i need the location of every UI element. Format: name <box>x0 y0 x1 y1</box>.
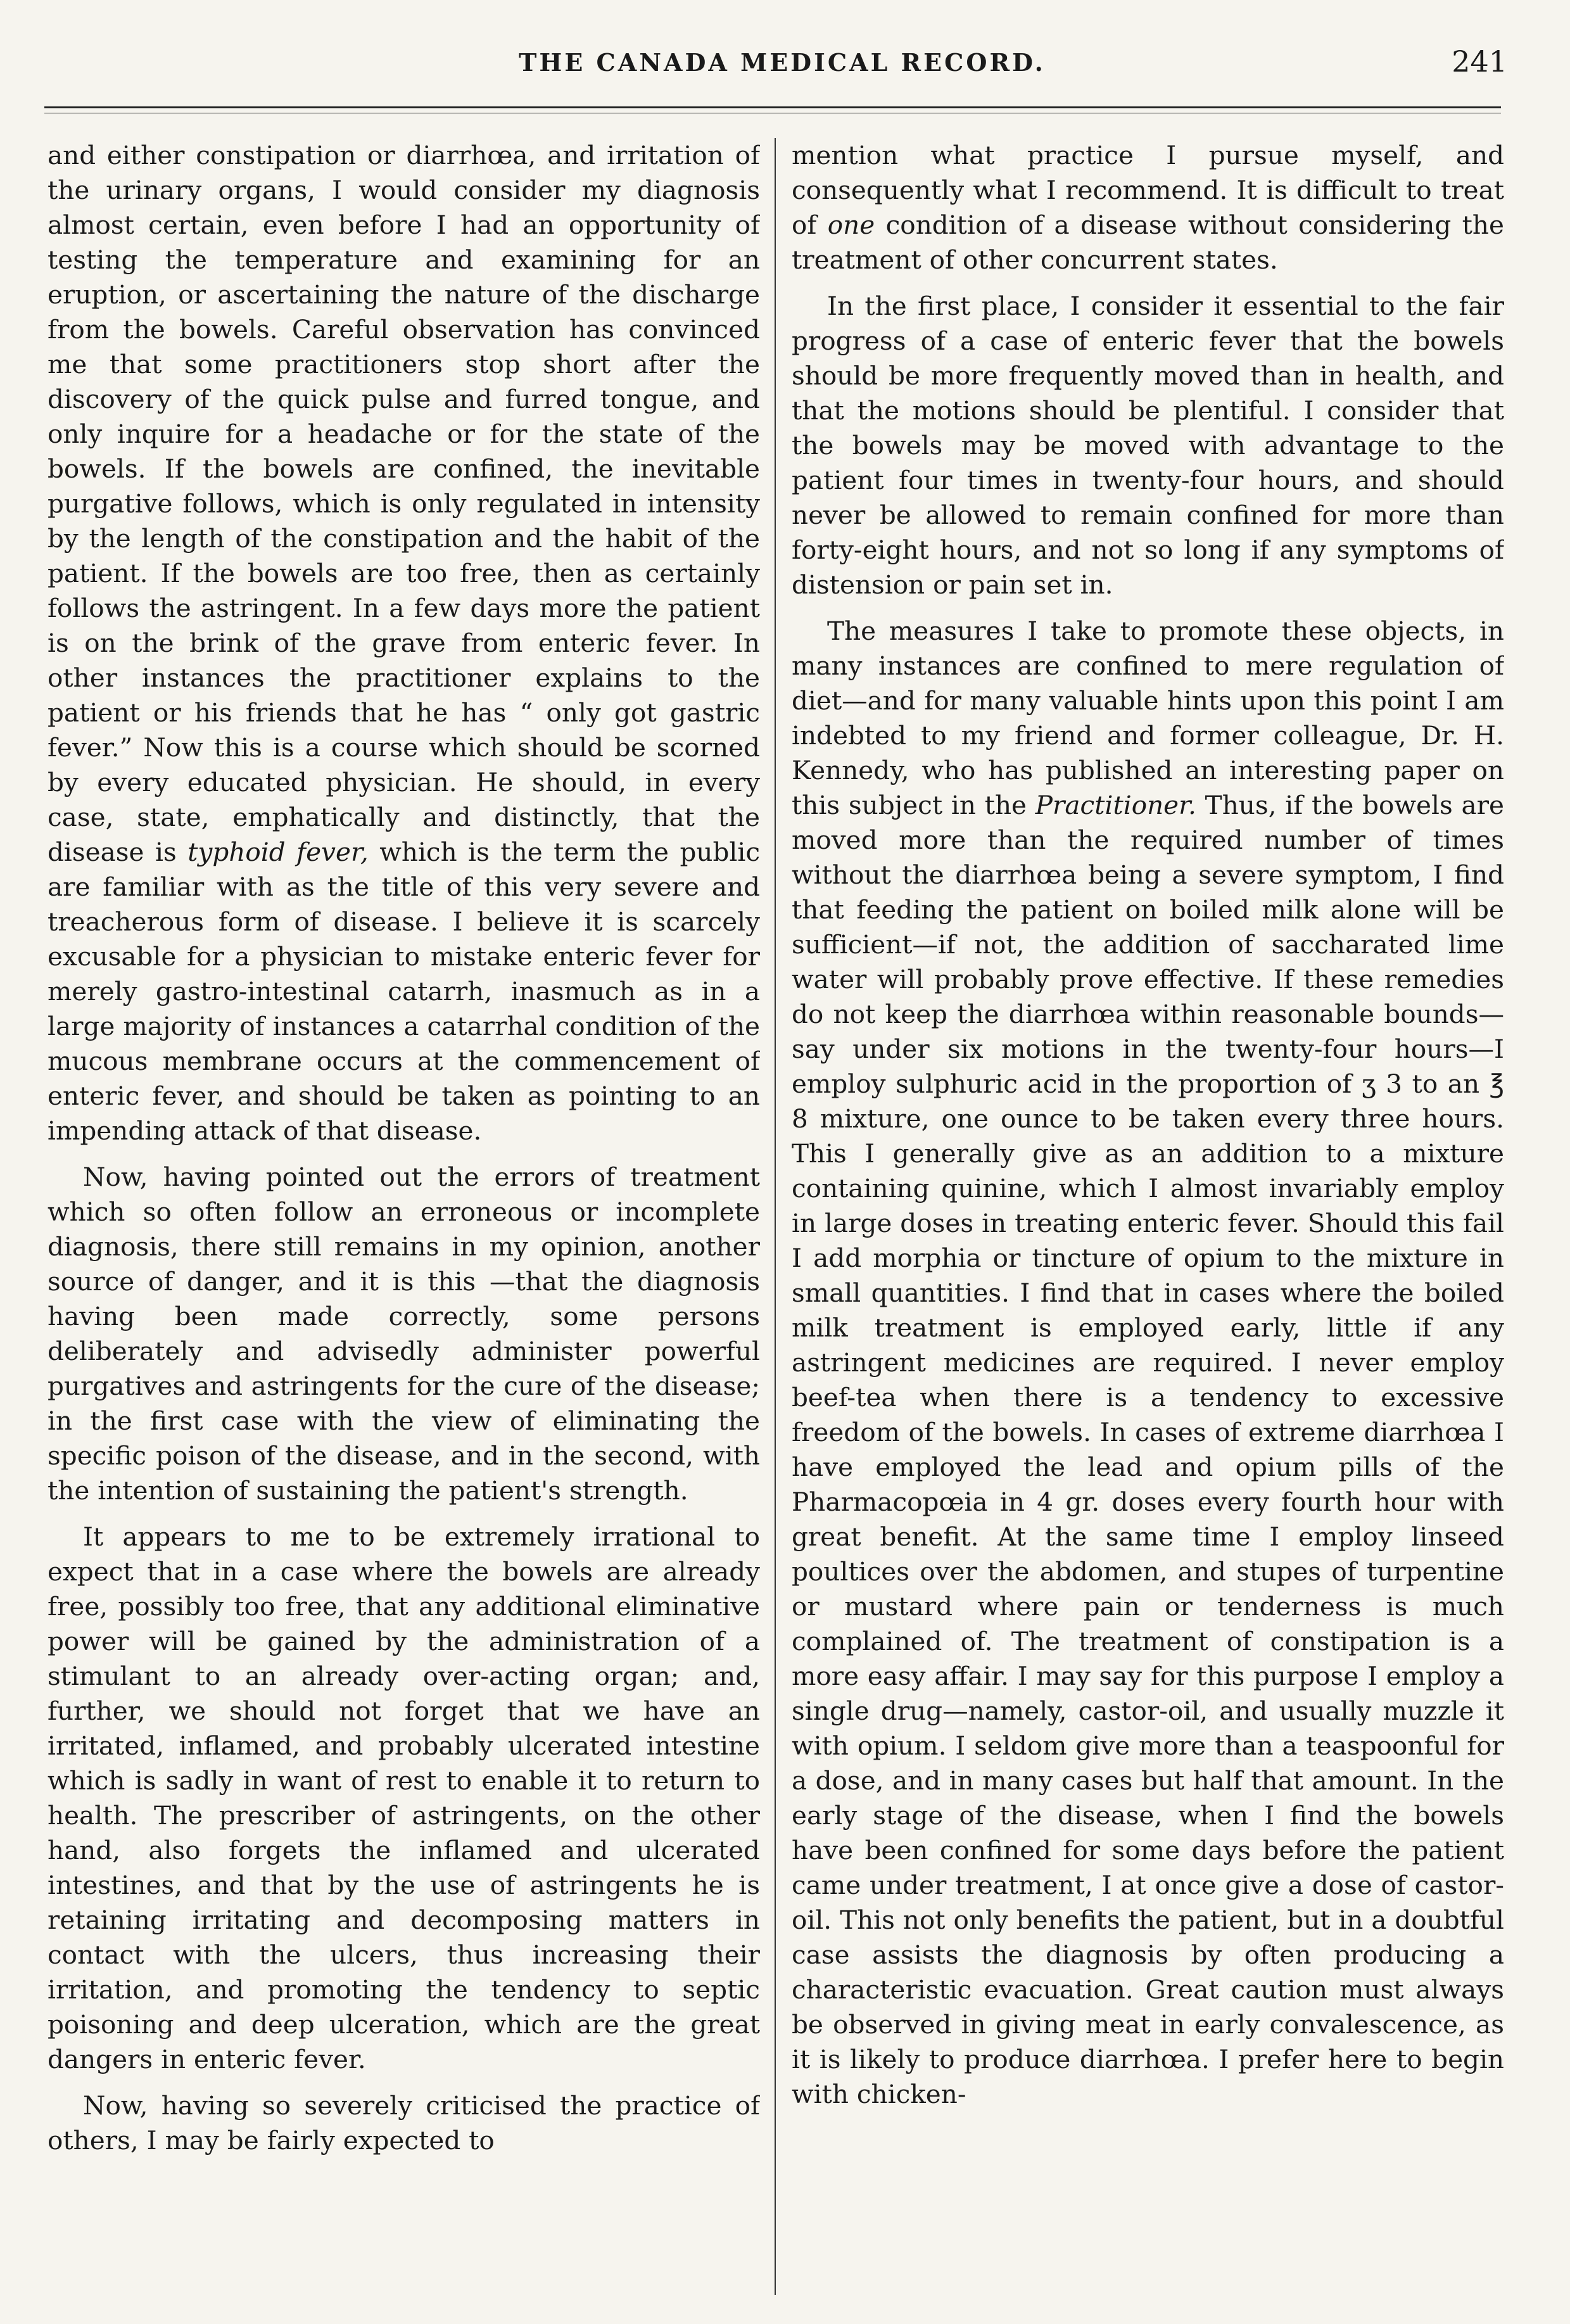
right-paragraph-2: In the first place, I consider it essential to the fair progress of a case of enteric fever that the bowels should be more frequently moved than in health, and that the motions should be plentiful. I consider that the bowels may be moved with advantage to the patient four times in twenty-four hours, and should never be allowed to remain confined for more than forty-eight hours, and not so long if any symptoms of distension or pain set in. <box>792 291 1504 600</box>
emphasis-one: one <box>827 210 875 240</box>
left-paragraph-3: It appears to me to be extremely irrational to expect that in a case where the bowels are already free, possibly too free, that any additional eliminative power will be gained by the administration of a stimulant to an already over-acting organ; and, further, we should not forget that we have an irritated, inflamed, and probably ulcerated intestine which is sadly in want of rest to enable it to return to health. The prescriber of astringents, on the other hand, also forgets the inflamed and ulcerated intestines, and that by the use of astringents he is retaining irritating and decomposing matters in contact with the ulcers, thus increasing their irritation, and promoting the tendency to septic poisoning and deep ulceration, which are the great dangers in enteric fever. <box>47 1521 760 2074</box>
right-paragraph-3: The measures I take to promote these objects, in many instances are confined to mere regulation of diet—and for many valuable hints upon this point I am indebted to my friend and former colleague, Dr. H. Kennedy, who has published an interesting paper on this subject in the Practitioner. Thus, if the bowels are moved more than the required number of times without the diarrhœa being a severe symptom, I find that feeding the patient on boiled milk alone will be sufficient—if not, the addition of saccharated lime water will probably prove effective. If these remedies do not keep the diarrhœa within reasonable bounds—say under six motions in the twenty-four hours—I employ sulphuric acid in the proportion of ʒ 3 to an ℥ 8 mixture, one ounce to be taken every three hours. This I generally give as an addition to a mixture containing quinine, which I almost invariably employ in large doses in treating enteric fever. Should this fail I add morphia or tincture of opium to the mixture in small quantities. I find that in cases where the boiled milk treatment is employed early, little if any astringent medicines are required. I never employ beef-tea when there is a tendency to excessive freedom of the bowels. In cases of extreme diarrhœa I have employed the lead and opium pills of the Pharmacopœia in 4 gr. doses every fourth hour with great benefit. At the same time I employ linseed poultices over the abdomen, and stupes of turpentine or mustard where pain or tenderness is much complained of. The treatment of constipation is a more easy affair. I may say for this purpose I employ a single drug—namely, castor-oil, and usually muzzle it with opium. I seldom give more than a teaspoonful for a dose, and in many cases but half that amount. In the early stage of the disease, when I find the bowels have been confined for some days before the patient came under treatment, I at once give a dose of castor-oil. This not only benefits the patient, but in a doubtful case assists the diagnosis by often producing a characteristic evacuation. Great caution must always be observed in giving meat in early convalescence, as it is likely to produce diarrhœa. I prefer here to begin with chicken- <box>792 616 1504 2109</box>
journal-title: THE CANADA MEDICAL RECORD. <box>519 48 1046 77</box>
left-paragraph-1: and either constipation or diarrhœa, and irritation of the urinary organs, I would consider my diagnosis almost certain, even before I had an opportunity of testing the temperature and examining for an eruption, or ascertaining the nature of the discharge from the bowels. Careful observation has convinced me that some practitioners stop short after the discovery of the quick pulse and furred tongue, and only inquire for a headache or for the state of the bowels. If the bowels are confined, the inevitable purgative follows, which is only regulated in intensity by the length of the constipation and the habit of the patient. If the bowels are too free, then as certainly follows the astringent. In a few days more the patient is on the brink of the grave from enteric fever. In other instances the practitioner explains to the patient or his friends that he has “ only got gastric fever.” Now this is a course which should be scorned by every educated physician. He should, in every case, state, emphatically and distinctly, that the disease is typhoid fever, which is the term the public are familiar with as the title of this very severe and treacherous form of disease. I believe it is scarcely excusable for a physician to mistake enteric fever for merely gastro-intestinal catarrh, inasmuch as in a large majority of instances a catarrhal condition of the mucous membrane occurs at the commencement of enteric fever, and should be taken as pointing to an impending attack of that disease. <box>47 140 760 1146</box>
page-header <box>57 38 1507 89</box>
header-rule-thick <box>44 106 1501 108</box>
right-column <box>792 138 1504 2304</box>
text-columns <box>47 138 1504 2304</box>
left-paragraph-2: Now, having pointed out the errors of treatment which so often follow an erroneous or incomplete diagnosis, there still remains in my opinion, another source of danger, and it is this —that the diagnosis having been made correctly, some persons deliberately and advisedly administer powerful purgatives and astringents for the cure of the disease; in the first case with the view of eliminating the specific poison of the disease, and in the second, with the intention of sustaining the patient's strength. <box>47 1162 760 1506</box>
left-column <box>47 138 760 2304</box>
left-paragraph-4: Now, having so severely criticised the practice of others, I may be fairly expected to <box>47 2090 760 2156</box>
emphasis-typhoid-fever: typhoid fever, <box>187 837 369 867</box>
emphasis-practitioner: Practitioner. <box>1035 790 1196 820</box>
page-number: 241 <box>1452 44 1507 79</box>
right-paragraph-1: mention what practice I pursue myself, and consequently what I recommend. It is difficult to treat of one condition of a disease without considering the treatment of other concurrent states. <box>792 140 1504 275</box>
column-divider <box>775 138 776 2295</box>
